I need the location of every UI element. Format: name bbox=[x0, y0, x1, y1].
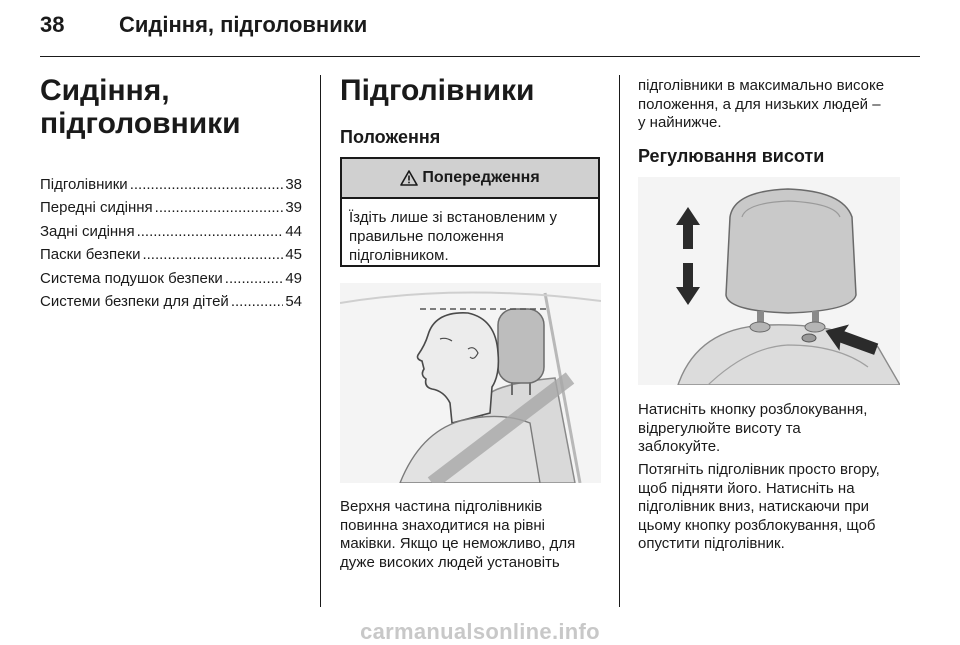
text-line: Натисніть кнопку розблокування, bbox=[638, 401, 868, 418]
toc-entry-label: Системи безпеки для дітей bbox=[40, 292, 229, 310]
caption-line: маківки. Якщо це неможливо, для bbox=[340, 535, 576, 552]
section-title: Підголівники bbox=[340, 74, 535, 107]
toc-entry[interactable] bbox=[40, 270, 302, 293]
toc-entry-page: 38 bbox=[285, 176, 302, 193]
toc-entry[interactable] bbox=[40, 176, 302, 199]
text-line: у найнижче. bbox=[638, 114, 722, 131]
text-line: заблокуйте. bbox=[638, 438, 721, 455]
warning-heading: Попередження bbox=[422, 169, 540, 186]
caption-line: дуже високих людей установіть bbox=[340, 553, 560, 571]
warning-triangle-icon bbox=[400, 170, 418, 186]
page-number: 38 bbox=[40, 12, 65, 37]
toc-entry-page: 54 bbox=[285, 292, 302, 310]
column-divider-right bbox=[619, 75, 620, 607]
height-adjust-step1 bbox=[638, 401, 928, 457]
text-line: цьому кнопку розблокування, щоб bbox=[638, 516, 876, 534]
toc-entry-label: Система подушок безпеки bbox=[40, 269, 223, 287]
headrest-position-caption bbox=[340, 498, 605, 572]
text-line: Потягніть підголівник просто вгору, bbox=[638, 461, 880, 478]
text-line: підголівники в максимально високе bbox=[638, 77, 885, 94]
chapter-title-line1: Сидіння, bbox=[40, 74, 170, 107]
toc-entry-label: Задні сидіння bbox=[40, 222, 135, 240]
toc-leader-dots bbox=[137, 223, 284, 240]
warning-box bbox=[340, 157, 600, 267]
toc-entry-page: 49 bbox=[285, 269, 302, 287]
caption-line: Верхня частина підголівників bbox=[340, 498, 543, 515]
toc-entry-label: Паски безпеки bbox=[40, 246, 141, 264]
text-line: опустити підголівник. bbox=[638, 535, 785, 552]
toc-entry[interactable] bbox=[40, 223, 302, 246]
running-title: Сидіння, підголовники bbox=[119, 12, 368, 37]
toc-leader-dots bbox=[155, 199, 284, 216]
toc-leader-dots bbox=[142, 246, 283, 263]
height-adjust-drawing bbox=[638, 177, 900, 385]
toc-entry-page: 39 bbox=[285, 199, 302, 217]
chapter-title bbox=[40, 74, 241, 140]
warning-body: Їздіть лише зі встановленим у правильне положення підголівником. bbox=[349, 209, 558, 264]
watermark: carmanualsonline.info bbox=[360, 619, 600, 644]
text-line: положення, а для низьких людей – bbox=[638, 95, 881, 113]
toc-leader-dots bbox=[231, 293, 284, 310]
chapter-title-line2: підголовники bbox=[40, 107, 241, 140]
text-line: щоб підняти його. Натисніть на bbox=[638, 479, 855, 497]
height-adjust-illustration bbox=[638, 177, 900, 385]
text-line: підголівник вниз, натискаючи при bbox=[638, 498, 870, 515]
header-rule bbox=[40, 56, 920, 57]
text-line: відрегулюйте висоту та bbox=[638, 419, 801, 437]
warning-header bbox=[342, 159, 598, 199]
column-divider-left bbox=[320, 75, 321, 607]
headrest-position-illustration bbox=[340, 283, 601, 483]
toc-entry[interactable] bbox=[40, 199, 302, 222]
caption-line: повинна знаходитися на рівні bbox=[340, 516, 545, 534]
toc-entry-page: 45 bbox=[285, 246, 302, 264]
toc-entry-label: Передні сидіння bbox=[40, 199, 153, 217]
toc-entry-label: Підголівники bbox=[40, 176, 128, 193]
table-of-contents bbox=[40, 176, 302, 316]
subsection-title-height-adjust: Регулювання висоти bbox=[638, 146, 825, 166]
subsection-title-position: Положення bbox=[340, 127, 441, 147]
toc-entry[interactable] bbox=[40, 246, 302, 269]
height-adjust-step2 bbox=[638, 461, 928, 554]
headrest-position-drawing bbox=[340, 283, 601, 483]
toc-leader-dots bbox=[130, 176, 284, 193]
continued-text bbox=[638, 77, 928, 133]
toc-entry[interactable] bbox=[40, 293, 302, 316]
toc-entry-page: 44 bbox=[285, 222, 302, 240]
toc-leader-dots bbox=[225, 270, 284, 287]
